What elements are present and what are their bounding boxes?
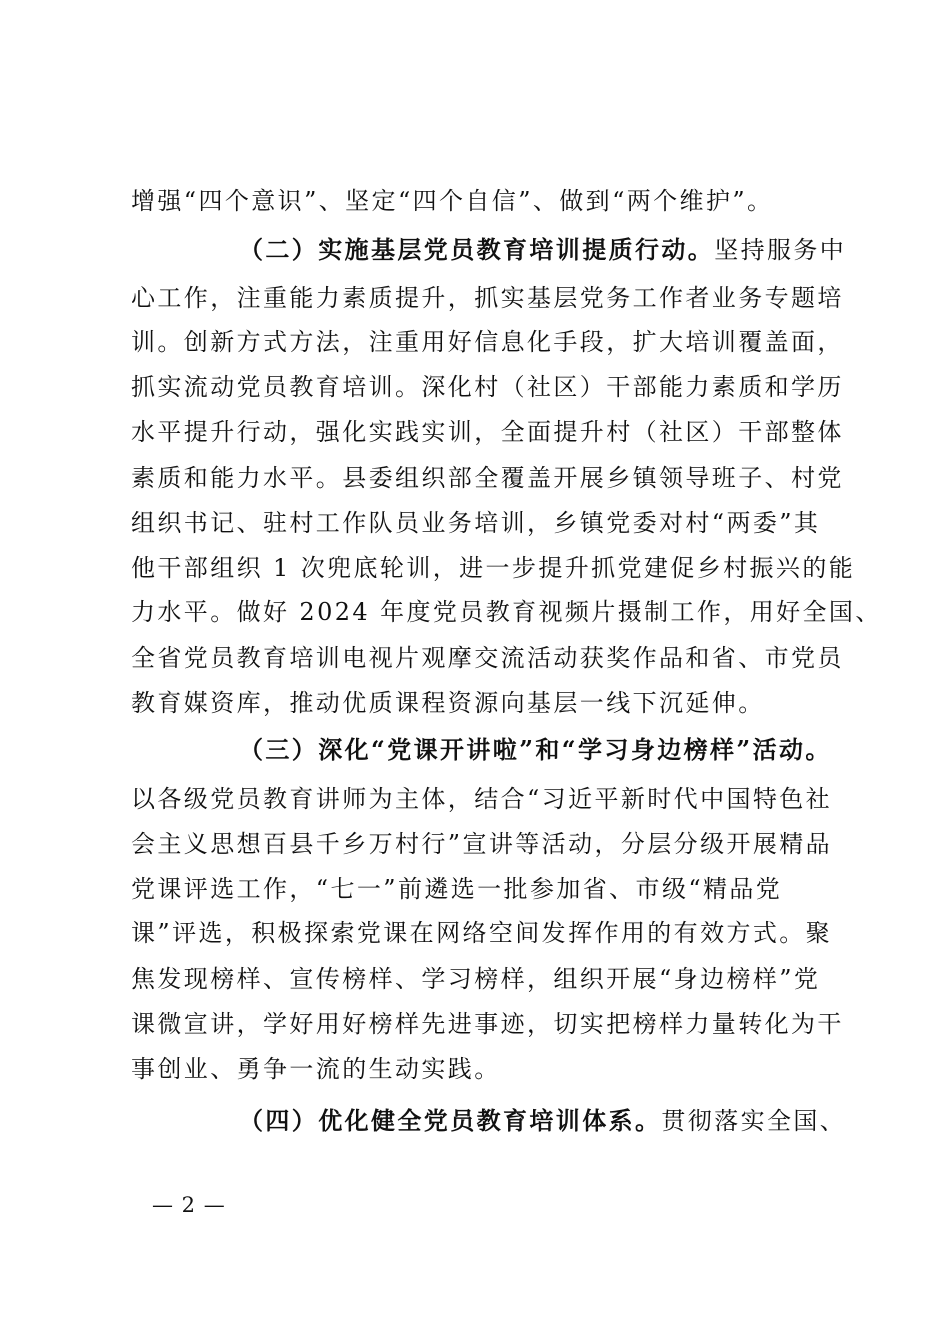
section-three-heading: （三）深化“党课开讲啦”和“学习身边榜样”活动。	[239, 735, 832, 764]
body-line: 素质和能力水平。县委组织部全覆盖开展乡镇领导班子、村党	[131, 464, 844, 492]
body-line: 事创业、勇争一流的生动实践。	[131, 1055, 501, 1083]
body-line: 心工作，注重能力素质提升，抓实基层党务工作者业务专题培	[131, 284, 844, 312]
page-number: — 2 —	[152, 1193, 226, 1217]
body-line: 焦发现榜样、宣传榜样、学习榜样，组织开展“身边榜样”党	[131, 965, 821, 993]
section-four-heading: （四）优化健全党员教育培训体系。	[239, 1106, 662, 1135]
section-three-line	[239, 735, 944, 765]
body-line: 全省党员教育培训电视片观摩交流活动获奖作品和省、市党员	[131, 644, 844, 672]
section-two-line	[239, 235, 944, 265]
body-line: 增强“四个意识”、坚定“四个自信”、做到“两个维护”。	[131, 187, 774, 215]
body-line: 党课评选工作，“七一”前遴选一批参加省、市级“精品党	[131, 875, 783, 903]
body-line: 组织书记、驻村工作队员业务培训，乡镇党委对村“两委”其	[131, 509, 821, 537]
body-line: 他干部组织 1 次兜底轮训，进一步提升抓党建促乡村振兴的能	[131, 554, 856, 582]
section-four-line	[239, 1106, 944, 1136]
body-line: 教育媒资库，推动优质课程资源向基层一线下沉延伸。	[131, 689, 765, 717]
section-four-lead: 贯彻落实全国、	[661, 1107, 847, 1135]
section-two-heading: （二）实施基层党员教育培训提质行动。	[239, 235, 715, 264]
body-line: 训。创新方式方法，注重用好信息化手段，扩大培训覆盖面，	[131, 328, 844, 356]
body-line: 会主义思想百县千乡万村行”宣讲等活动，分层分级开展精品	[131, 830, 833, 858]
section-two-lead: 坚持服务中	[714, 236, 847, 264]
body-line: 力水平。做好 2024 年度党员教育视频片摄制工作，用好全国、	[131, 598, 882, 626]
body-line: 以各级党员教育讲师为主体，结合“习近平新时代中国特色社	[131, 785, 833, 813]
body-line: 课”评选，积极探索党课在网络空间发挥作用的有效方式。聚	[131, 919, 833, 947]
body-line: 抓实流动党员教育培训。深化村（社区）干部能力素质和学历	[131, 373, 844, 401]
body-line: 水平提升行动，强化实践实训，全面提升村（社区）干部整体	[131, 418, 844, 446]
body-line: 课微宣讲，学好用好榜样先进事迹，切实把榜样力量转化为干	[131, 1010, 844, 1038]
